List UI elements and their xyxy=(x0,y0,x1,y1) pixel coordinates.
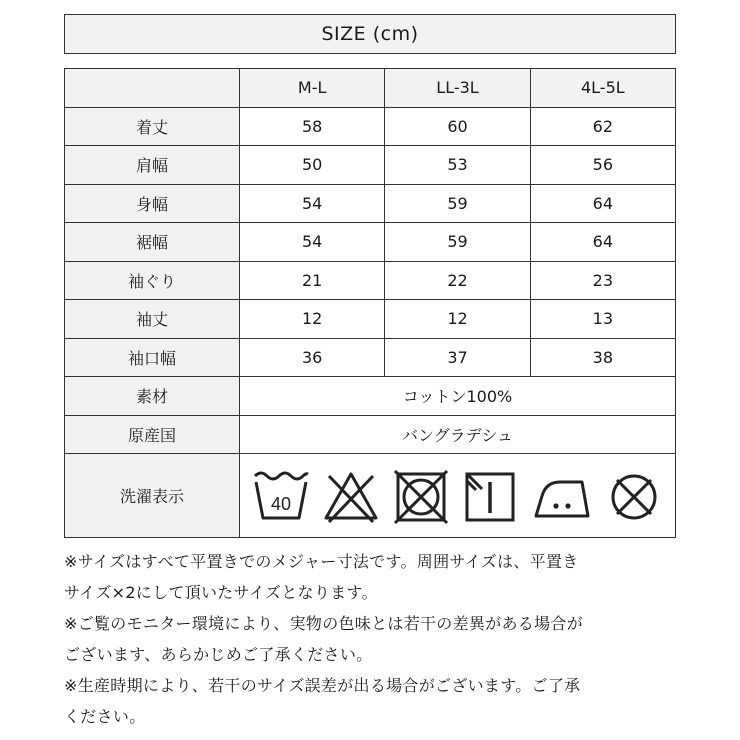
note-line: ※生産時期により、若干のサイズ誤差が出る場合がございます。ご了承 xyxy=(64,676,581,695)
table-cell: 58 xyxy=(240,107,385,146)
table-row xyxy=(65,146,676,185)
row-label: 袖口幅 xyxy=(65,338,240,377)
note-line: ※ご覧のモニター環境により、実物の色味とは若干の差異がある場合が xyxy=(64,614,584,633)
material-value: コットン100% xyxy=(240,377,676,416)
notes xyxy=(64,546,684,732)
table-row xyxy=(65,184,676,223)
table-cell: 60 xyxy=(385,107,530,146)
row-label: 袖丈 xyxy=(65,300,240,339)
wash-40-icon xyxy=(251,466,311,526)
note-line: ※サイズはすべて平置きでのメジャー寸法です。周囲サイズは、平置き xyxy=(64,552,579,571)
table-cell: 56 xyxy=(530,146,675,185)
table-row xyxy=(65,223,676,262)
wash-temp-label: 40 xyxy=(270,493,291,514)
care-symbols-cell xyxy=(240,454,676,538)
no-dry-clean-icon xyxy=(604,466,664,526)
row-label: 身幅 xyxy=(65,184,240,223)
table-cell: 54 xyxy=(240,223,385,262)
table-cell: 23 xyxy=(530,261,675,300)
note-line: ございます、あらかじめご了承ください。 xyxy=(64,645,373,664)
origin-row xyxy=(65,415,676,454)
row-label: 裾幅 xyxy=(65,223,240,262)
table-cell: 37 xyxy=(385,338,530,377)
table-cell: 22 xyxy=(385,261,530,300)
origin-value: バングラデシュ xyxy=(240,415,676,454)
care-label: 洗濯表示 xyxy=(65,454,240,538)
table-cell: 59 xyxy=(385,223,530,262)
origin-label: 原産国 xyxy=(65,415,240,454)
table-cell: 12 xyxy=(240,300,385,339)
row-label: 肩幅 xyxy=(65,146,240,185)
note-line: サイズ×2にして頂いたサイズとなります。 xyxy=(64,583,378,602)
note-line: ください。 xyxy=(64,707,146,726)
column-header: M-L xyxy=(240,69,385,108)
no-bleach-icon xyxy=(321,466,381,526)
table-cell: 53 xyxy=(385,146,530,185)
table-cell: 38 xyxy=(530,338,675,377)
care-icons xyxy=(240,466,675,526)
table-cell: 54 xyxy=(240,184,385,223)
table-cell: 64 xyxy=(530,184,675,223)
row-label: 着丈 xyxy=(65,107,240,146)
material-row xyxy=(65,377,676,416)
table-row xyxy=(65,300,676,339)
table-cell: 64 xyxy=(530,223,675,262)
column-header: 4L-5L xyxy=(530,69,675,108)
size-title: SIZE (cm) xyxy=(64,14,676,54)
row-label: 袖ぐり xyxy=(65,261,240,300)
size-table xyxy=(64,68,676,538)
header-corner-cell xyxy=(65,69,240,108)
table-cell: 21 xyxy=(240,261,385,300)
table-cell: 36 xyxy=(240,338,385,377)
table-cell: 59 xyxy=(385,184,530,223)
line-dry-shade-icon xyxy=(460,466,520,526)
table-row xyxy=(65,107,676,146)
table-cell: 13 xyxy=(530,300,675,339)
iron-medium-icon xyxy=(530,466,594,526)
care-row xyxy=(65,454,676,538)
table-row xyxy=(65,261,676,300)
no-tumble-dry-icon xyxy=(391,466,451,526)
table-cell: 50 xyxy=(240,146,385,185)
table-row xyxy=(65,338,676,377)
table-cell: 62 xyxy=(530,107,675,146)
table-header-row xyxy=(65,69,676,108)
column-header: LL-3L xyxy=(385,69,530,108)
material-label: 素材 xyxy=(65,377,240,416)
table-cell: 12 xyxy=(385,300,530,339)
